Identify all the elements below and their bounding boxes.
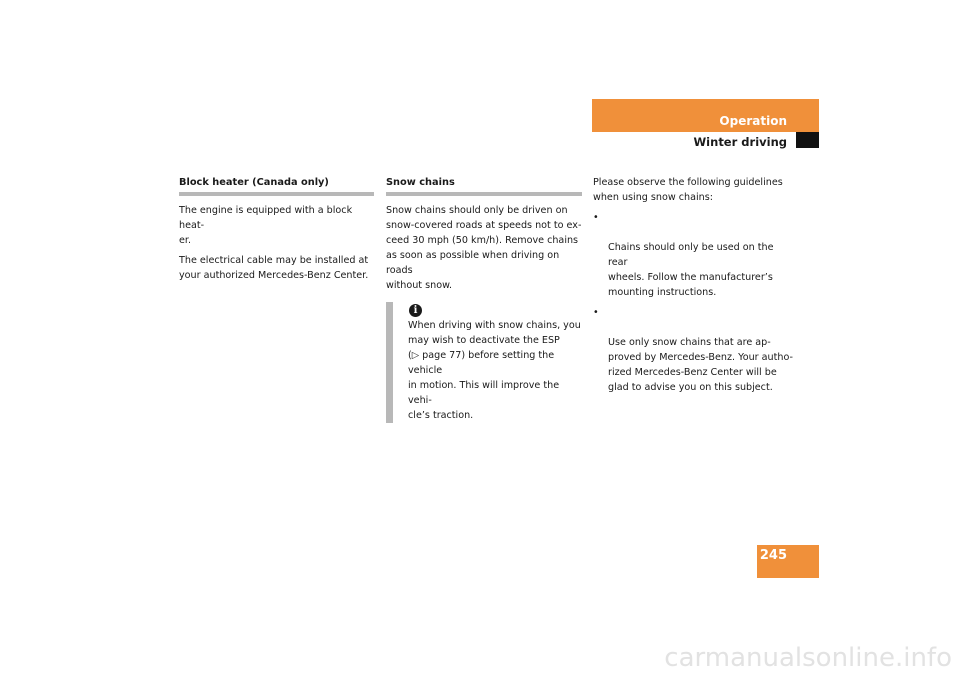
section-title: Operation — [719, 114, 787, 128]
guidelines-list — [593, 210, 793, 395]
info-note — [386, 302, 582, 423]
block-heater-paragraph-2: The electrical cable may be installed at your authorized Mercedes-Benz Center. — [179, 255, 369, 281]
block-heater-column — [179, 175, 374, 288]
header-band — [592, 99, 819, 132]
snow-chains-paragraph: Snow chains should only be driven on snow-covered roads at speeds not to ex- ceed 30 mph (50 km/h). Remove chains as soon as possible when driving on roads without snow. — [386, 205, 582, 291]
info-icon: i — [409, 304, 422, 317]
snow-chains-column — [386, 175, 582, 423]
list-item — [593, 210, 793, 300]
page-number-box — [757, 545, 819, 578]
list-item-text: Use only snow chains that are ap- proved by Mercedes-Benz. Your autho- rized Mercedes-Benz Center will be glad to advise you on this subject. — [608, 337, 793, 393]
info-note-text: When driving with snow chains, you may wish to deactivate the ESP (▷ page 77) before setting the vehicle in motion. This will improve the vehi- cle’s traction. — [408, 320, 581, 421]
block-heater-heading: Block heater (Canada only) — [179, 175, 374, 196]
watermark: carmanualsonline.info — [664, 643, 952, 673]
snow-chains-heading: Snow chains — [386, 175, 582, 196]
block-heater-paragraph-1: The engine is equipped with a block heat- er. — [179, 205, 353, 246]
header-marker — [796, 132, 819, 148]
guidelines-intro: Please observe the following guidelines when using snow chains: — [593, 177, 783, 203]
subsection-title: Winter driving — [693, 135, 787, 149]
list-item — [593, 305, 793, 395]
list-item-text: Chains should only be used on the rear wheels. Follow the manufacturer’s mounting instructions. — [608, 242, 774, 298]
page-number: 245 — [759, 548, 787, 563]
bullet-icon: • — [593, 307, 599, 318]
guidelines-column — [593, 175, 793, 400]
bullet-icon: • — [593, 212, 599, 223]
